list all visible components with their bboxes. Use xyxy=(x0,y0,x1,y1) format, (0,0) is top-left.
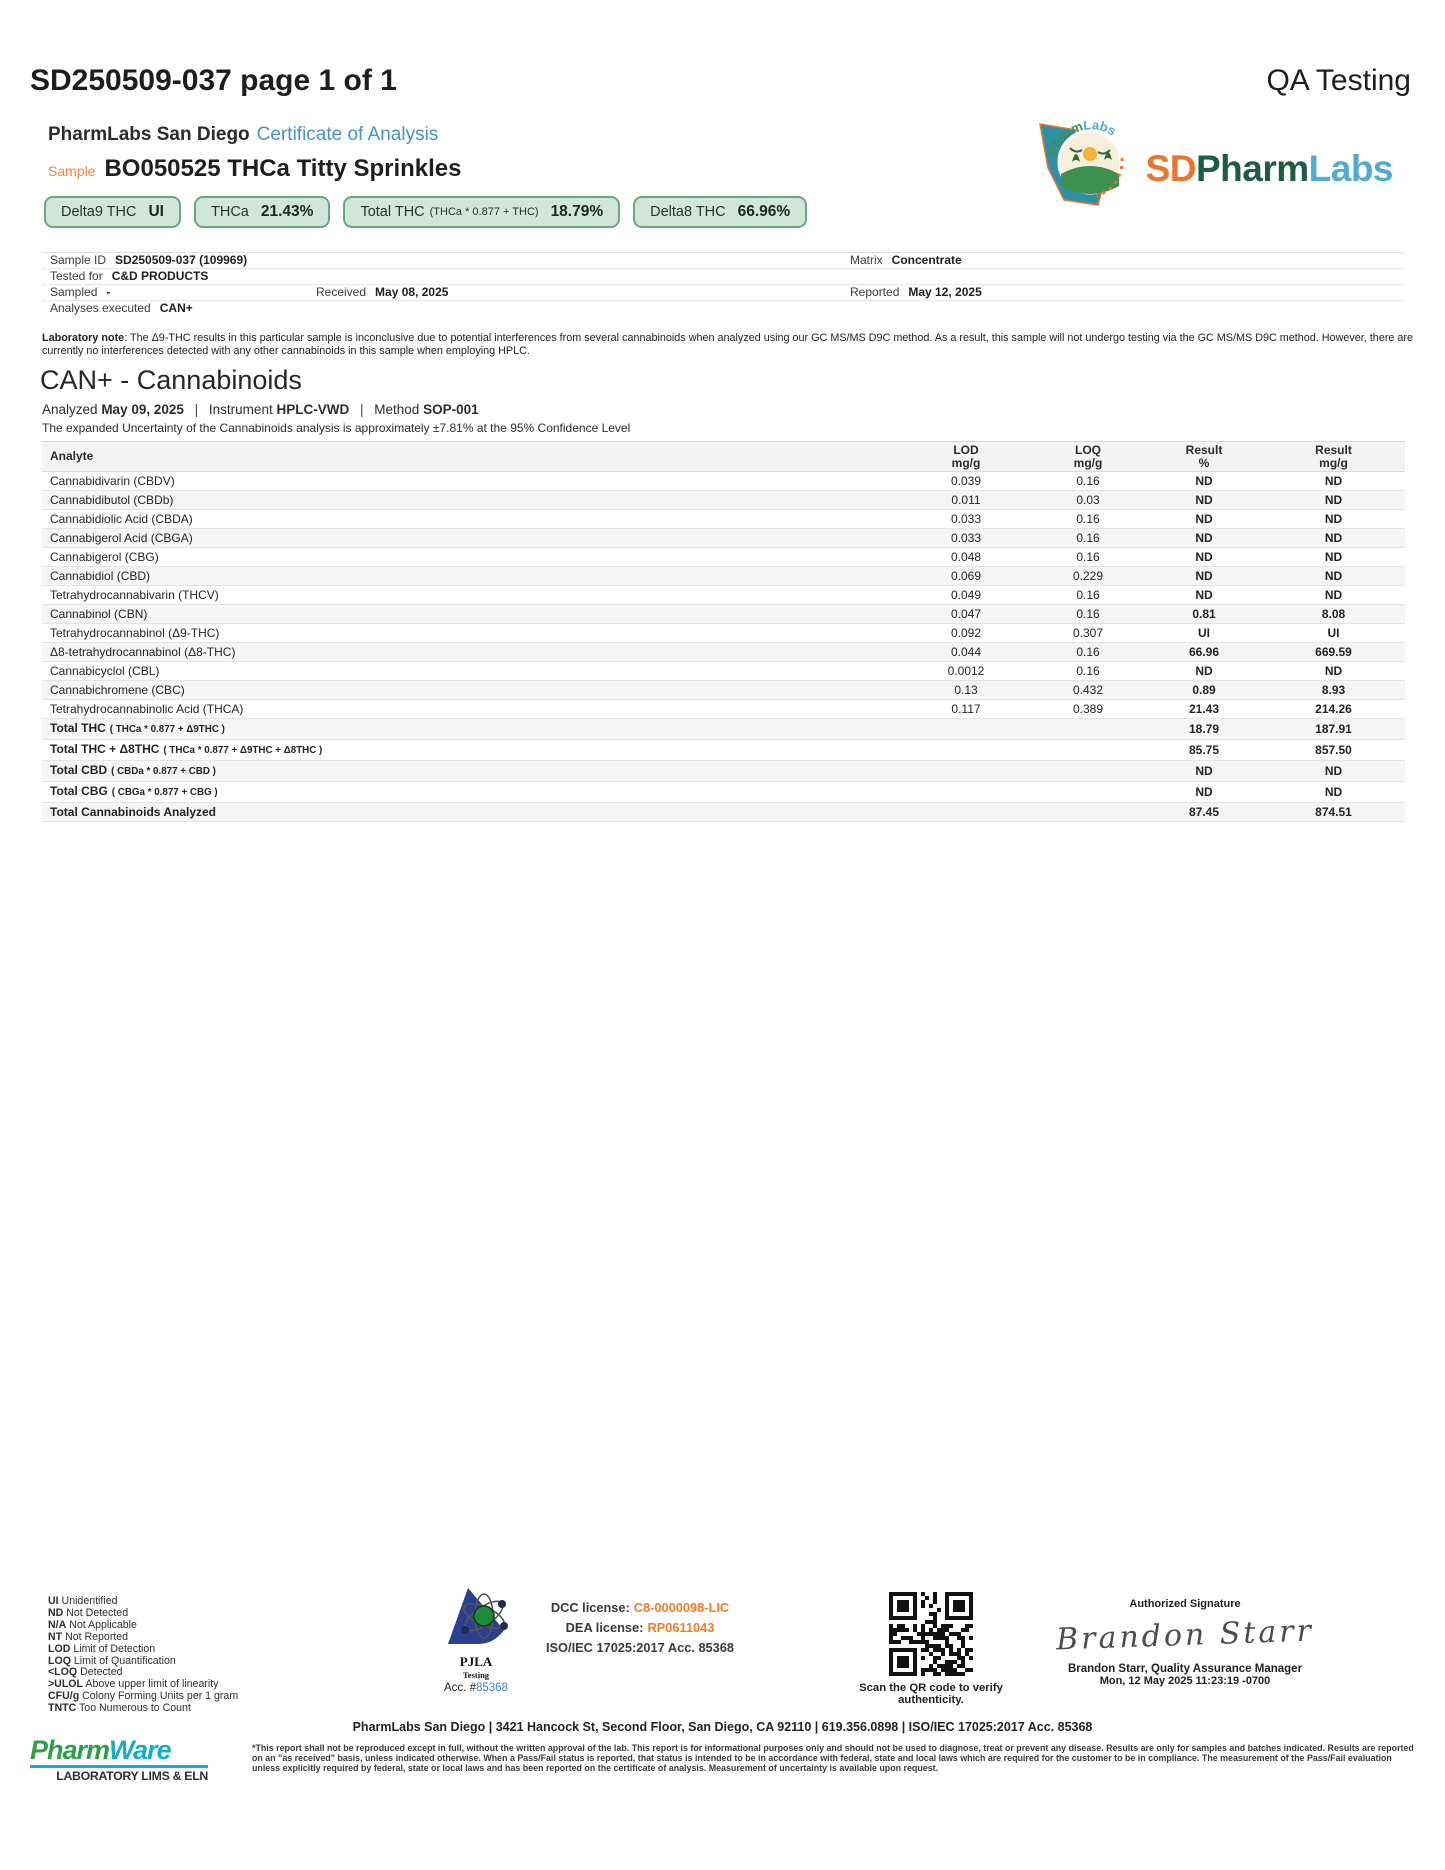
legend-abbr: LOD xyxy=(48,1642,71,1655)
result-percent-cell: 66.96 xyxy=(1146,643,1262,662)
pjla-accreditation xyxy=(418,1586,534,1694)
analyte-name: Cannabigerol (CBG) xyxy=(50,550,159,565)
analyte-formula: ( THCa * 0.877 + Δ9THC ) xyxy=(109,724,225,736)
report-id: SD250509-037 page 1 of 1 xyxy=(30,64,397,97)
legend-item: ND Not Detected xyxy=(48,1606,129,1619)
result-percent-cell: 0.89 xyxy=(1146,681,1262,700)
analyte-cell xyxy=(42,472,902,491)
loq-cell: 0.16 xyxy=(1030,586,1146,605)
analyte-cell xyxy=(42,605,902,624)
sample-label: Sample xyxy=(48,163,96,179)
result-percent-cell: ND xyxy=(1146,761,1262,782)
result-percent-cell: 0.81 xyxy=(1146,605,1262,624)
sample-id-label: Sample ID xyxy=(50,253,107,267)
lod-cell: 0.069 xyxy=(902,567,1030,586)
sample-name: BO050525 THCa Titty Sprinkles xyxy=(104,155,462,182)
analyte-row xyxy=(42,681,1405,700)
lod-cell: 0.0012 xyxy=(902,662,1030,681)
loq-cell xyxy=(1030,761,1146,782)
loq-cell: 0.389 xyxy=(1030,700,1146,719)
analyte-name: Cannabidiol (CBD) xyxy=(50,569,151,584)
analyte-row xyxy=(42,803,1405,822)
analyte-name: Cannabinol (CBN) xyxy=(50,607,148,622)
column-header-line2: mg/g xyxy=(1073,455,1103,470)
result-mgg-cell: 874.51 xyxy=(1262,803,1405,822)
column-header-line1: Result xyxy=(1315,443,1352,458)
laboratory-note-label: Laboratory note xyxy=(42,332,125,344)
pharmware-wordmark: PharmWare xyxy=(30,1735,171,1765)
potency-badge xyxy=(343,196,620,228)
loq-cell: 0.16 xyxy=(1030,472,1146,491)
tested-for-label: Tested for xyxy=(50,269,103,283)
result-percent-cell: 18.79 xyxy=(1146,719,1262,740)
legend-abbr: LOQ xyxy=(48,1654,71,1667)
result-mgg-cell: ND xyxy=(1262,662,1405,681)
dcc-license: DCC license: C8-0000098-LIC xyxy=(550,1600,730,1615)
analyte-cell xyxy=(42,782,902,803)
result-mgg-cell: 669.59 xyxy=(1262,643,1405,662)
lod-cell: 0.047 xyxy=(902,605,1030,624)
sdpharmlabs-logo xyxy=(1026,110,1393,210)
result-percent-cell: ND xyxy=(1146,529,1262,548)
analyte-cell xyxy=(42,681,902,700)
analyzed-value: May 09, 2025 xyxy=(101,402,184,418)
sdpharmlabs-emblem-icon xyxy=(1026,110,1144,210)
instrument-label: Instrument xyxy=(208,402,273,418)
lod-cell xyxy=(902,803,1030,822)
result-percent-cell: ND xyxy=(1146,586,1262,605)
loq-cell: 0.432 xyxy=(1030,681,1146,700)
legend-abbr: <LOQ xyxy=(48,1666,78,1679)
analyte-name: Cannabicyclol (CBL) xyxy=(50,664,160,679)
signer-name-title: Brandon Starr, Quality Assurance Manager xyxy=(1067,1663,1303,1675)
lod-cell: 0.033 xyxy=(902,529,1030,548)
loq-cell xyxy=(1030,740,1146,761)
lod-cell: 0.13 xyxy=(902,681,1030,700)
pharmware-logo xyxy=(30,1736,208,1783)
result-mgg-cell: ND xyxy=(1262,510,1405,529)
analyte-name: Cannabichromene (CBC) xyxy=(50,683,185,698)
analyte-row xyxy=(42,510,1405,529)
legend-item: >ULOL Above upper limit of linearity xyxy=(48,1678,219,1691)
dea-license: DEA license: RP0611043 xyxy=(565,1620,715,1635)
signature-timestamp: Mon, 12 May 2025 11:23:19 -0700 xyxy=(1099,1675,1271,1687)
dea-license-number: RP0611043 xyxy=(647,1620,715,1635)
badge-label: Total THC xyxy=(360,204,425,220)
sample-info xyxy=(42,252,1405,316)
cannabinoid-results-table xyxy=(42,441,1405,822)
report-disclaimer: *This report shall not be reproduced except in full, without the written approval of the lab. This report is for informational purposes only and should not be used to diagnose, treat or prevent any disease. Results are only for samples and batches indicated. Results are reported on an "as received" basis, unless indicated otherwise. When a Pass/Fail status is reported, that status is intended to be in accordance with federal, state and local laws which are required for the customer to be in compliance. The measurement of the Pass/Fail evaluation unless explicitly required by federal, state or local laws and has been reported on the certificate of analysis. Measurement of uncertainty is available upon request. xyxy=(252,1743,1414,1774)
analyte-formula: ( CBGa * 0.877 + CBG ) xyxy=(111,787,218,799)
analyte-row xyxy=(42,491,1405,510)
laboratory-note xyxy=(42,332,1414,357)
analyte-row xyxy=(42,740,1405,761)
authorized-signature-label: Authorized Signature xyxy=(1129,1598,1241,1610)
result-percent-cell: ND xyxy=(1146,491,1262,510)
lod-cell: 0.049 xyxy=(902,586,1030,605)
result-mgg-cell: 187.91 xyxy=(1262,719,1405,740)
qa-testing-label: QA Testing xyxy=(1266,64,1411,97)
analyte-name: Cannabidibutol (CBDb) xyxy=(50,493,174,508)
loq-cell xyxy=(1030,803,1146,822)
column-header-line1: LOD xyxy=(953,443,979,458)
abbreviation-legend xyxy=(48,1596,238,1715)
potency-badge xyxy=(44,196,181,228)
loq-cell: 0.16 xyxy=(1030,643,1146,662)
instrument-value: HPLC-VWD xyxy=(276,402,350,418)
sampled-row xyxy=(42,285,1405,301)
qr-code-icon xyxy=(889,1592,973,1676)
pjla-sub: Testing xyxy=(462,1670,490,1680)
result-percent-cell: ND xyxy=(1146,472,1262,491)
column-header-line2: mg/g xyxy=(1319,455,1348,470)
legend-item: LOD Limit of Detection xyxy=(48,1642,156,1655)
badge-value: 66.96% xyxy=(737,203,791,220)
legend-item: LOQ Limit of Quantification xyxy=(48,1654,176,1667)
analyte-name: Cannabidivarin (CBDV) xyxy=(50,474,175,489)
analyses-row xyxy=(42,301,1405,316)
method-value: SOP-001 xyxy=(423,402,479,418)
wordmark-sd: SD xyxy=(1145,148,1196,189)
analyte-row xyxy=(42,548,1405,567)
legend-item: <LOQ Detected xyxy=(48,1666,123,1679)
lab-address: PharmLabs San Diego | 3421 Hancock St, Second Floor, San Diego, CA 92110 | 619.356.0898 | ISO/IEC 17025:2017 Acc. 85368 xyxy=(352,1720,1093,1734)
received-label: Received xyxy=(316,285,367,299)
loq-cell: 0.307 xyxy=(1030,624,1146,643)
analyte-cell xyxy=(42,719,902,740)
analyses-value: CAN+ xyxy=(159,301,193,315)
legend-item: NT Not Reported xyxy=(48,1630,129,1643)
analyte-cell xyxy=(42,510,902,529)
sampled-label: Sampled xyxy=(50,285,98,299)
analyte-row xyxy=(42,700,1405,719)
legend-abbr: UI xyxy=(48,1595,59,1607)
lod-cell: 0.033 xyxy=(902,510,1030,529)
result-mgg-cell: 214.26 xyxy=(1262,700,1405,719)
lod-cell xyxy=(902,782,1030,803)
analyte-row xyxy=(42,643,1405,662)
lod-cell: 0.039 xyxy=(902,472,1030,491)
sdpharmlabs-wordmark xyxy=(1146,148,1393,190)
analyte-formula: ( CBDa * 0.877 + CBD ) xyxy=(111,766,216,778)
loq-cell xyxy=(1030,719,1146,740)
wordmark-labs: Labs xyxy=(1308,148,1393,189)
legend-abbr: >ULOL xyxy=(48,1678,84,1691)
iso-accreditation: ISO/IEC 17025:2017 Acc. 85368 xyxy=(545,1640,735,1655)
pjla-acc-number: Acc. #85368 xyxy=(444,1682,508,1694)
analyte-row xyxy=(42,472,1405,491)
arc-pharm-text: Pharm xyxy=(1043,118,1085,158)
pharmware-pulse-line xyxy=(30,1765,208,1768)
lod-cell: 0.011 xyxy=(902,491,1030,510)
analyte-name: Tetrahydrocannabivarin (THCV) xyxy=(50,588,219,603)
column-header-line1: Result xyxy=(1185,443,1223,458)
column-header xyxy=(1146,442,1262,472)
analyte-cell xyxy=(42,761,902,782)
analyte-row xyxy=(42,782,1405,803)
column-header-line1: Analyte xyxy=(50,449,94,464)
analyte-name: Tetrahydrocannabinol (Δ9-THC) xyxy=(50,626,220,641)
analyte-name: Total CBD xyxy=(50,763,108,778)
loq-cell: 0.16 xyxy=(1030,605,1146,624)
legend-abbr: TNTC xyxy=(48,1702,77,1715)
result-percent-cell: ND xyxy=(1146,510,1262,529)
lab-name: PharmLabs San Diego xyxy=(48,124,250,145)
column-header-line1: LOQ xyxy=(1075,443,1101,458)
lod-cell xyxy=(902,740,1030,761)
loq-cell: 0.03 xyxy=(1030,491,1146,510)
analyte-cell xyxy=(42,662,902,681)
analyte-name: Tetrahydrocannabinolic Acid (THCA) xyxy=(50,702,244,717)
dcc-license-number: C8-0000098-LIC xyxy=(633,1600,730,1615)
analyte-cell xyxy=(42,740,902,761)
sample-id-value: SD250509-037 (109969) xyxy=(115,253,248,267)
result-mgg-cell: ND xyxy=(1262,761,1405,782)
lod-cell: 0.044 xyxy=(902,643,1030,662)
received-value: May 08, 2025 xyxy=(375,285,449,299)
loq-cell: 0.16 xyxy=(1030,662,1146,681)
legend-abbr: N/A xyxy=(48,1618,67,1631)
legend-item: UI Unidentified xyxy=(48,1595,118,1607)
badge-label: Delta9 THC xyxy=(61,204,137,220)
legend-item: N/A Not Applicable xyxy=(48,1618,137,1631)
result-percent-cell: ND xyxy=(1146,662,1262,681)
column-header xyxy=(1030,442,1146,472)
lod-cell: 0.048 xyxy=(902,548,1030,567)
loq-cell: 0.229 xyxy=(1030,567,1146,586)
reported-label: Reported xyxy=(850,285,900,299)
analyte-cell xyxy=(42,567,902,586)
lod-cell: 0.092 xyxy=(902,624,1030,643)
analyte-row xyxy=(42,567,1405,586)
tested-for-value: C&D PRODUCTS xyxy=(111,269,209,283)
result-percent-cell: 21.43 xyxy=(1146,700,1262,719)
legend-abbr: CFU/g xyxy=(48,1690,80,1703)
result-percent-cell: 87.45 xyxy=(1146,803,1262,822)
analyte-row xyxy=(42,761,1405,782)
legend-item: CFU/g Colony Forming Units per 1 gram xyxy=(48,1690,239,1703)
result-mgg-cell: 857.50 xyxy=(1262,740,1405,761)
analysis-meta: Analyzed May 09, 2025 | Instrument HPLC-VWD | Method SOP-001 xyxy=(42,402,479,418)
result-mgg-cell: UI xyxy=(1262,624,1405,643)
analyte-row xyxy=(42,662,1405,681)
potency-badge xyxy=(633,196,807,228)
pjla-logo-icon xyxy=(438,1586,514,1648)
result-mgg-cell: 8.08 xyxy=(1262,605,1405,624)
analyte-cell xyxy=(42,803,902,822)
badge-value: 21.43% xyxy=(260,203,314,220)
result-percent-cell: ND xyxy=(1146,567,1262,586)
column-header xyxy=(1262,442,1405,472)
result-mgg-cell: ND xyxy=(1262,472,1405,491)
result-mgg-cell: ND xyxy=(1262,586,1405,605)
loq-cell: 0.16 xyxy=(1030,529,1146,548)
wordmark-pharm: Pharm xyxy=(1195,148,1309,189)
column-header-line2: % xyxy=(1198,455,1210,470)
analyte-cell xyxy=(42,643,902,662)
analyte-name: Total CBG xyxy=(50,784,108,799)
loq-cell xyxy=(1030,782,1146,803)
badge-formula: (THCa * 0.877 + THC) xyxy=(429,206,539,218)
method-label: Method xyxy=(374,402,420,418)
legend-item: TNTC Too Numerous to Count xyxy=(48,1702,191,1715)
matrix-value: Concentrate xyxy=(891,253,962,267)
loq-cell: 0.16 xyxy=(1030,510,1146,529)
analyte-cell xyxy=(42,529,902,548)
results-header-row xyxy=(42,442,1405,472)
column-header xyxy=(42,442,902,472)
lod-cell xyxy=(902,719,1030,740)
analyte-cell xyxy=(42,548,902,567)
badge-label: THCa xyxy=(210,204,249,220)
analyte-row xyxy=(42,719,1405,740)
reported-value: May 12, 2025 xyxy=(908,285,982,299)
doc-type: Certificate of Analysis xyxy=(256,124,439,145)
qr-caption: Scan the QR code to verify authenticity. xyxy=(859,1682,1003,1706)
signature-block xyxy=(1015,1598,1355,1687)
analyte-cell xyxy=(42,491,902,510)
badge-value: 18.79% xyxy=(550,203,604,220)
pharmware-tagline: LABORATORY LIMS & ELN xyxy=(56,1768,208,1783)
tested-for-row xyxy=(42,269,1405,285)
pjla-org: PJLA xyxy=(459,1654,493,1669)
analyte-formula: ( THCa * 0.877 + Δ9THC + Δ8THC ) xyxy=(163,745,323,757)
result-mgg-cell: ND xyxy=(1262,548,1405,567)
column-header-line2: mg/g xyxy=(951,455,981,470)
analyte-row xyxy=(42,605,1405,624)
signature-script: Brandon Starr xyxy=(1055,1613,1315,1658)
analyte-name: Δ8-tetrahydrocannabinol (Δ8-THC) xyxy=(50,645,236,660)
result-percent-cell: ND xyxy=(1146,548,1262,567)
result-mgg-cell: ND xyxy=(1262,567,1405,586)
result-mgg-cell: ND xyxy=(1262,491,1405,510)
sampled-value: - xyxy=(106,285,111,299)
badge-label: Delta8 THC xyxy=(650,204,726,220)
section-title: CAN+ - Cannabinoids xyxy=(40,365,302,396)
loq-cell: 0.16 xyxy=(1030,548,1146,567)
analyte-row xyxy=(42,529,1405,548)
analyte-cell xyxy=(42,700,902,719)
license-block xyxy=(520,1600,760,1660)
uncertainty-note: The expanded Uncertainty of the Cannabinoids analysis is approximately ±7.81% at the 95% Confidence Level xyxy=(42,421,631,436)
result-mgg-cell: ND xyxy=(1262,529,1405,548)
arc-labs-text: Labs xyxy=(1081,117,1119,139)
result-mgg-cell: 8.93 xyxy=(1262,681,1405,700)
legend-abbr: NT xyxy=(48,1630,63,1643)
laboratory-note-text: : The Δ9-THC results in this particular sample is inconclusive due to potential interferences from several cannabinoids when analyzed using our GC MS/MS D9C method. As a result, this sample will not undergo testing via the GC MS/MS D9C method. However, there are currently no interferences detected with any other cannabinoids in this sample when employing HPLC. xyxy=(42,332,1414,357)
lod-cell xyxy=(902,761,1030,782)
top-bar xyxy=(30,64,1411,98)
result-mgg-cell: ND xyxy=(1262,782,1405,803)
analyzed-label: Analyzed xyxy=(42,402,98,418)
analyte-name: Cannabigerol Acid (CBGA) xyxy=(50,531,193,546)
analyte-cell xyxy=(42,586,902,605)
badge-value: UI xyxy=(148,203,164,220)
analyses-label: Analyses executed xyxy=(50,301,151,315)
matrix-label: Matrix xyxy=(850,253,883,267)
result-percent-cell: ND xyxy=(1146,782,1262,803)
sample-id-row xyxy=(42,253,1405,269)
result-percent-cell: UI xyxy=(1146,624,1262,643)
analyte-cell xyxy=(42,624,902,643)
analyte-row xyxy=(42,586,1405,605)
analyte-name: Cannabidiolic Acid (CBDA) xyxy=(50,512,193,527)
qr-block xyxy=(843,1592,1019,1706)
column-header xyxy=(902,442,1030,472)
analyte-name: Total THC + Δ8THC xyxy=(50,742,160,757)
legend-abbr: ND xyxy=(48,1606,64,1619)
analyte-row xyxy=(42,624,1405,643)
lod-cell: 0.117 xyxy=(902,700,1030,719)
potency-badge xyxy=(194,196,330,228)
analyte-name: Total THC xyxy=(50,721,106,736)
analyte-name: Total Cannabinoids Analyzed xyxy=(50,805,217,820)
result-percent-cell: 85.75 xyxy=(1146,740,1262,761)
